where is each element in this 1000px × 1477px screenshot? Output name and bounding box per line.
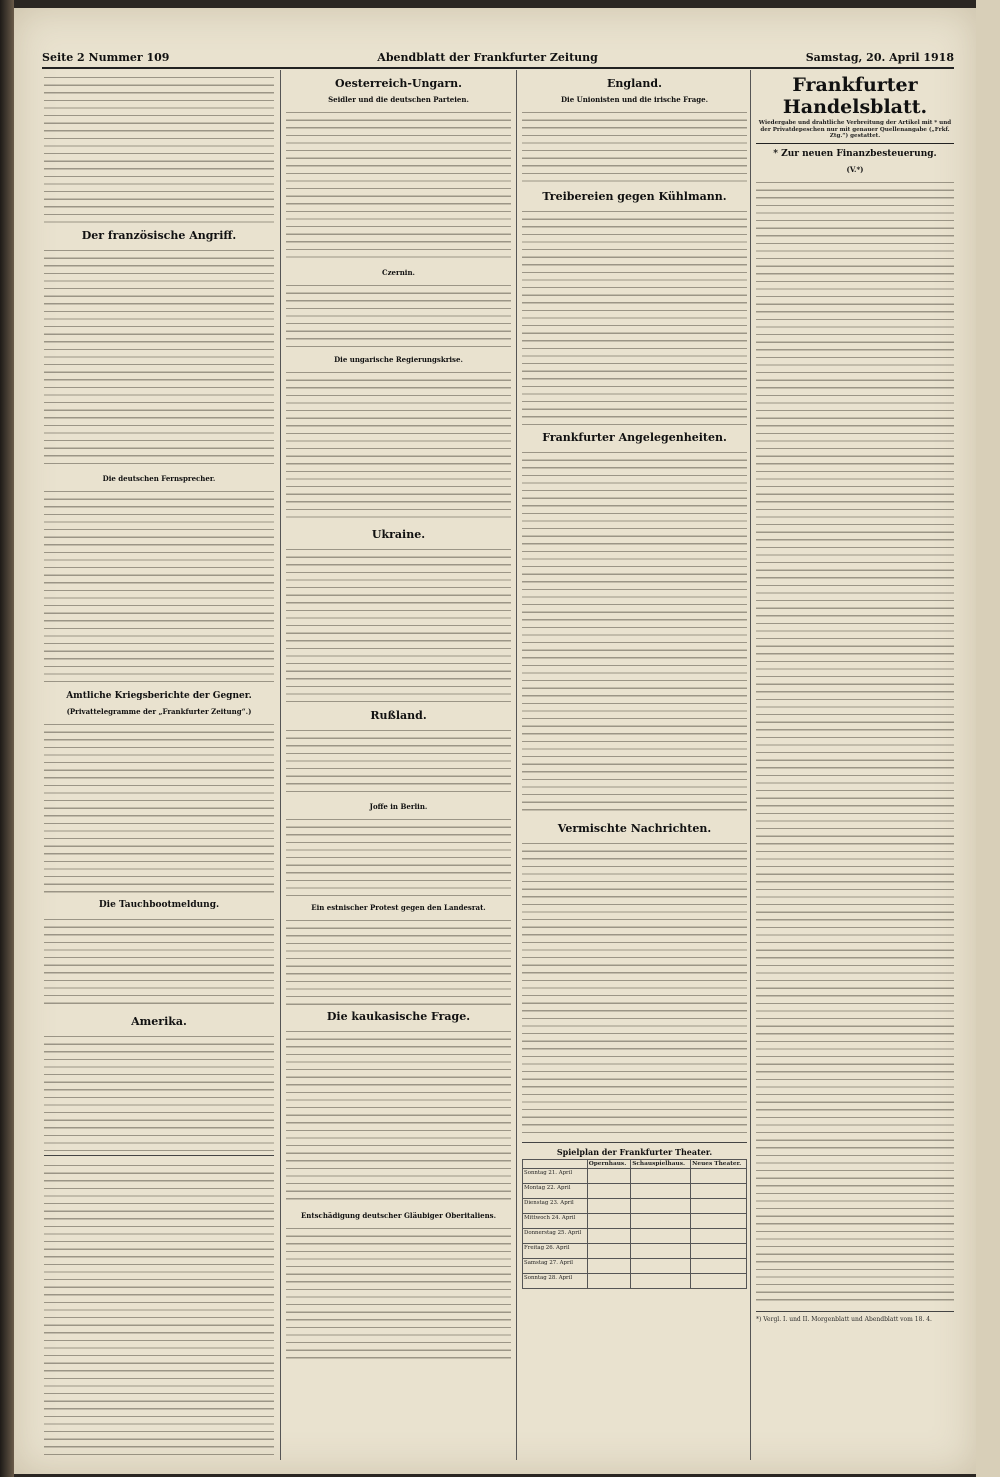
table-row bbox=[523, 1244, 747, 1259]
table-cell-day: Mittwoch 24. April bbox=[523, 1214, 588, 1229]
article-text-block bbox=[44, 1031, 274, 1151]
table-row bbox=[523, 1229, 747, 1244]
article-text-block bbox=[286, 1223, 511, 1363]
article-text-block bbox=[44, 245, 274, 469]
heading-ukraine: Ukraine. bbox=[371, 528, 426, 541]
table-cell bbox=[631, 1199, 691, 1214]
table-cell-day: Freitag 26. April bbox=[523, 1244, 588, 1259]
table-row bbox=[523, 1199, 747, 1214]
table-cell bbox=[587, 1229, 631, 1244]
table-cell bbox=[691, 1184, 747, 1199]
table-row bbox=[523, 1184, 747, 1199]
table-cell-day: Dienstag 23. April bbox=[523, 1199, 588, 1214]
article-text-block bbox=[286, 280, 511, 350]
article-text-block bbox=[522, 107, 747, 185]
table-cell bbox=[587, 1199, 631, 1214]
article-text-block bbox=[522, 838, 747, 1138]
table-cell-day: Samstag 27. April bbox=[523, 1259, 588, 1274]
article-text-block bbox=[522, 447, 747, 817]
section-divider bbox=[756, 1311, 954, 1312]
page-header bbox=[42, 51, 954, 69]
article-text-block bbox=[286, 367, 511, 523]
article-text-block bbox=[286, 1026, 511, 1206]
heading-england: England. bbox=[607, 77, 662, 90]
header-publication: Abendblatt der Frankfurter Zeitung bbox=[377, 51, 598, 64]
theater-schedule-title: Spielplan der Frankfurter Theater. bbox=[556, 1147, 713, 1157]
column-rule bbox=[750, 70, 751, 1460]
heading-amerika: Amerika. bbox=[131, 1015, 187, 1028]
heading-protest: Ein estnischer Protest gegen den Landesrat. bbox=[311, 903, 486, 912]
article-text-block bbox=[522, 206, 747, 426]
table-cell bbox=[587, 1214, 631, 1229]
heading-angriff: Der französische Angriff. bbox=[81, 229, 237, 242]
table-cell bbox=[631, 1229, 691, 1244]
table-cell bbox=[691, 1169, 747, 1184]
article-text-block bbox=[44, 72, 274, 224]
table-cell bbox=[691, 1244, 747, 1259]
heading-kriegsberichte-sub: (Privattelegramme der „Frankfurter Zeitung“.) bbox=[66, 707, 252, 716]
table-row bbox=[523, 1259, 747, 1274]
heading-russland: Rußland. bbox=[370, 709, 427, 722]
table-cell bbox=[587, 1274, 631, 1289]
table-cell bbox=[587, 1169, 631, 1184]
handelsblatt-subtitle: Wiedergabe und drahtliche Verbreitung der Artikel mit * und der Privatdepeschen nur mit genauer Quellenangabe („Frkf. Ztg.“) gestattet. bbox=[756, 120, 954, 144]
table-cell bbox=[691, 1199, 747, 1214]
article-text-block bbox=[286, 544, 511, 704]
footnote: *) Vergl. I. und II. Morgenblatt und Abendblatt vom 18. 4. bbox=[756, 1315, 932, 1323]
heading-czernin: Czernin. bbox=[382, 268, 415, 277]
heading-oesterreich: Oesterreich-Ungarn. bbox=[335, 77, 462, 90]
heading-joffe: Joffe in Berlin. bbox=[369, 802, 428, 811]
table-cell bbox=[631, 1259, 691, 1274]
column-2 bbox=[286, 72, 511, 1457]
theater-schedule-table bbox=[522, 1159, 747, 1289]
heading-vermischte: Vermischte Nachrichten. bbox=[557, 822, 712, 835]
table-cell bbox=[587, 1244, 631, 1259]
table-cell-day: Montag 22. April bbox=[523, 1184, 588, 1199]
table-cell bbox=[631, 1274, 691, 1289]
heading-england-sub: Die Unionisten und die irische Frage. bbox=[560, 95, 709, 104]
heading-finanz-sub: (V.*) bbox=[846, 164, 864, 174]
table-cell-day: Sonntag 21. April bbox=[523, 1169, 588, 1184]
table-header-cell: Neues Theater. bbox=[691, 1159, 747, 1168]
heading-oesterreich-sub: Seidler und die deutschen Parteien. bbox=[328, 95, 469, 104]
article-text-block bbox=[44, 914, 274, 1010]
page-binding-edge bbox=[0, 0, 14, 1477]
table-cell bbox=[691, 1229, 747, 1244]
table-header-cell bbox=[523, 1159, 588, 1168]
article-text-block bbox=[286, 725, 511, 797]
article-text-block bbox=[44, 719, 274, 895]
table-cell bbox=[631, 1169, 691, 1184]
heading-kriegsberichte: Amtliche Kriegsberichte der Gegner. bbox=[66, 691, 252, 701]
article-text-block bbox=[286, 814, 511, 898]
table-row bbox=[523, 1274, 747, 1289]
article-text-block bbox=[44, 486, 274, 686]
heading-kaukasische: Die kaukasische Frage. bbox=[326, 1010, 471, 1023]
header-date: Samstag, 20. April 1918 bbox=[805, 51, 954, 64]
article-text-block bbox=[286, 107, 511, 263]
section-divider bbox=[522, 1142, 747, 1143]
table-row bbox=[523, 1214, 747, 1229]
header-page-number: Seite 2 Nummer 109 bbox=[42, 51, 170, 64]
table-cell bbox=[587, 1259, 631, 1274]
column-rule bbox=[280, 70, 281, 1460]
heading-fernsprecher: Die deutschen Fernsprecher. bbox=[102, 474, 216, 483]
table-cell bbox=[631, 1214, 691, 1229]
table-row bbox=[523, 1169, 747, 1184]
adjacent-page-edge bbox=[976, 0, 1000, 1477]
article-text-block bbox=[44, 1160, 274, 1457]
table-cell bbox=[587, 1184, 631, 1199]
heading-tauchboot: Die Tauchbootmeldung. bbox=[98, 900, 220, 910]
heading-finanzbesteuerung: * Zur neuen Finanzbesteuerung. bbox=[773, 148, 937, 159]
heading-frankfurter: Frankfurter Angelegenheiten. bbox=[542, 431, 727, 444]
column-rule bbox=[516, 70, 517, 1460]
section-divider bbox=[44, 1155, 274, 1156]
table-cell-day: Donnerstag 25. April bbox=[523, 1229, 588, 1244]
table-header-cell: Opernhaus. bbox=[587, 1159, 631, 1168]
column-4 bbox=[756, 72, 954, 1457]
column-1 bbox=[44, 72, 274, 1457]
table-cell bbox=[631, 1184, 691, 1199]
table-cell bbox=[691, 1259, 747, 1274]
table-header-cell: Schauspielhaus. bbox=[631, 1159, 691, 1168]
table-cell bbox=[691, 1214, 747, 1229]
heading-treibereien: Treibereien gegen Kühlmann. bbox=[542, 190, 727, 203]
table-cell-day: Sonntag 28. April bbox=[523, 1274, 588, 1289]
heading-glaeubiger: Entschädigung deutscher Gläubiger Oberitaliens. bbox=[300, 1211, 497, 1220]
table-cell bbox=[631, 1244, 691, 1259]
table-cell bbox=[691, 1274, 747, 1289]
column-3 bbox=[522, 72, 747, 1457]
article-text-block bbox=[286, 915, 511, 1005]
heading-regierungskrise: Die ungarische Regierungskrise. bbox=[334, 355, 463, 364]
table-header-row bbox=[523, 1159, 747, 1168]
handelsblatt-masthead: Frankfurter Handelsblatt. bbox=[782, 74, 928, 118]
article-text-block bbox=[756, 177, 954, 1307]
